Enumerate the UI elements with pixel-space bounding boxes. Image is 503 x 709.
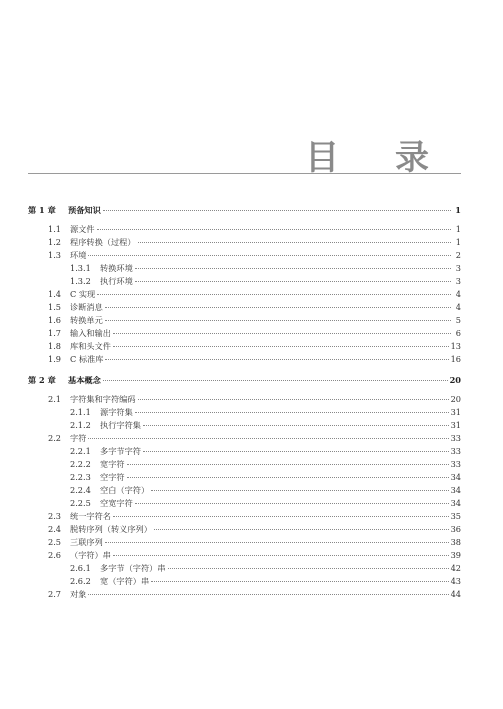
toc-entry[interactable] [28,458,461,471]
toc-entry-number: 2.6.2 [70,576,91,586]
toc-entry-label: 诊断消息 [70,302,103,312]
dot-leader [154,529,449,530]
toc-entry[interactable] [28,445,461,458]
dot-leader [138,399,449,400]
toc-entry-page: 33 [450,446,461,456]
toc-entry-page: 39 [450,550,461,560]
toc-entry-page: 2 [455,250,461,260]
toc-entry-number: 1.3.1 [70,263,91,273]
toc-entry[interactable] [28,536,461,549]
toc-entry-label: （字符）串 [70,550,111,560]
dot-leader [168,568,449,569]
toc-entry-page: 4 [455,302,461,312]
toc-entry-label: 环境 [70,250,87,260]
dot-leader [97,229,451,230]
dot-leader [113,346,449,347]
toc-entry-number: 第 1 章 [28,205,56,215]
dot-leader [103,380,448,381]
toc-entry[interactable] [28,588,461,601]
toc-entry-page: 31 [450,407,461,417]
toc-entry[interactable] [28,353,461,366]
toc-entry-number: 2.2 [48,433,62,443]
toc-entry[interactable] [28,510,461,523]
toc-entry[interactable] [28,301,461,314]
toc-entry-number: 第 2 章 [28,375,56,385]
toc-entry-label: 输入和输出 [70,328,111,338]
dot-leader [113,333,451,334]
toc-chapter-entry[interactable] [28,374,461,387]
toc-entry[interactable] [28,471,461,484]
toc-entry-label: 程序转换（过程） [70,237,136,247]
dot-leader [143,425,449,426]
toc-entry-page: 36 [450,524,461,534]
toc-entry-label: 预备知识 [68,205,101,215]
dot-leader [105,542,449,543]
toc-entry-label: 字符集和字符编码 [70,394,136,404]
toc-entry-label: C 实现 [70,289,96,299]
toc-entry-page: 34 [450,485,461,495]
toc-entry-label: 脱转序列（转义序列） [70,524,152,534]
toc-entry-page: 13 [450,341,461,351]
toc-entry[interactable] [28,249,461,262]
toc-entry-number: 1.6 [48,315,62,325]
toc-entry-page: 33 [450,459,461,469]
toc-entry-page: 6 [455,328,461,338]
dot-leader [135,503,449,504]
toc-entry-label: 库和头文件 [70,341,111,351]
toc-entry-label: 宽字符 [100,459,125,469]
dot-leader [151,490,448,491]
toc-entry-number: 1.2 [48,237,62,247]
toc-entry-number: 1.3.2 [70,276,91,286]
toc-entry[interactable] [28,223,461,236]
toc-entry-label: 空字符 [100,472,125,482]
toc-entry[interactable] [28,314,461,327]
toc-entry-page: 44 [450,589,461,599]
toc-entry-label: C 标准库 [70,354,104,364]
toc-entry[interactable] [28,432,461,445]
toc-entry[interactable] [28,549,461,562]
toc-entry-number: 2.6.1 [70,563,91,573]
page-title: 目 录 [305,138,451,178]
toc-entry[interactable] [28,340,461,353]
toc-entry-page: 38 [450,537,461,547]
dot-leader [105,320,451,321]
dot-leader [135,281,451,282]
toc-entry-label: 空宽字符 [100,498,133,508]
toc-entry-number: 2.2.3 [70,472,91,482]
toc-entry-number: 2.7 [48,589,62,599]
toc-entry-number: 1.3 [48,250,62,260]
toc-entry[interactable] [28,575,461,588]
toc-entry-page: 20 [450,394,461,404]
toc-entry-page: 1 [455,237,461,247]
dot-leader [88,255,451,256]
toc-entry-label: 空白（字符） [100,485,150,495]
toc-entry[interactable] [28,393,461,406]
toc-entry-number: 2.5 [48,537,62,547]
toc-entry-number: 2.1 [48,394,62,404]
toc-entry-page: 4 [455,289,461,299]
toc-entry-page: 20 [449,375,461,385]
toc-entry-label: 基本概念 [68,375,101,385]
toc-entry-label: 对象 [70,589,87,599]
dot-leader [138,242,451,243]
toc-entry-page: 34 [450,498,461,508]
dot-leader [88,438,448,439]
toc-entry-number: 2.3 [48,511,62,521]
toc-entry-number: 1.8 [48,341,62,351]
toc-entry-page: 42 [450,563,461,573]
toc-entry[interactable] [28,236,461,249]
toc-entry-number: 2.6 [48,550,62,560]
title-divider [28,173,461,174]
toc-entry-number: 2.2.1 [70,446,91,456]
dot-leader [113,516,449,517]
dot-leader [127,464,449,465]
toc-entry-label: 执行环境 [100,276,133,286]
toc-entry-page: 43 [450,576,461,586]
toc-entry-number: 2.1.2 [70,420,91,430]
toc-entry[interactable] [28,275,461,288]
toc-entry-page: 1 [455,224,461,234]
toc-entry-page: 35 [450,511,461,521]
toc-entry[interactable] [28,562,461,575]
toc-entry-label: 源字符集 [100,407,133,417]
toc-entry-number: 1.1 [48,224,62,234]
toc-entry-number: 2.2.5 [70,498,91,508]
dot-leader [105,307,451,308]
toc-entry-number: 1.7 [48,328,62,338]
toc-entry-label: 多字节（字符）串 [100,563,166,573]
toc-entry-number: 1.4 [48,289,62,299]
dot-leader [127,477,449,478]
table-of-contents [28,204,461,601]
dot-leader [88,594,448,595]
toc-entry-page: 34 [450,472,461,482]
dot-leader [97,294,451,295]
dot-leader [135,412,449,413]
toc-entry-label: 统一字符名 [70,511,111,521]
toc-entry[interactable] [28,419,461,432]
dot-leader [143,451,449,452]
toc-entry-label: 三联序列 [70,537,103,547]
toc-entry-label: 多字节字符 [100,446,141,456]
toc-entry-page: 33 [450,433,461,443]
toc-entry-number: 2.2.2 [70,459,91,469]
toc-entry-label: 转换环境 [100,263,133,273]
toc-entry-label: 转换单元 [70,315,103,325]
toc-entry[interactable] [28,523,461,536]
toc-entry-label: 源文件 [70,224,95,234]
toc-entry-number: 2.1.1 [70,407,91,417]
toc-entry-page: 5 [455,315,461,325]
toc-entry[interactable] [28,484,461,497]
dot-leader [113,555,449,556]
toc-entry-page: 1 [455,205,461,215]
toc-entry-number: 2.2.4 [70,485,91,495]
toc-entry[interactable] [28,262,461,275]
toc-entry-page: 3 [455,263,461,273]
toc-entry-number: 2.4 [48,524,62,534]
toc-entry-label: 字符 [70,433,87,443]
toc-entry-label: 宽（字符）串 [100,576,150,586]
toc-entry-label: 执行字符集 [100,420,141,430]
toc-entry-number: 1.9 [48,354,62,364]
dot-leader [103,210,451,211]
toc-entry[interactable] [28,406,461,419]
toc-entry-number: 1.5 [48,302,62,312]
toc-chapter-entry[interactable] [28,204,461,217]
toc-entry[interactable] [28,327,461,340]
dot-leader [105,359,448,360]
toc-entry-page: 3 [455,276,461,286]
toc-entry-page: 31 [450,420,461,430]
toc-entry-page: 16 [450,354,461,364]
toc-entry[interactable] [28,288,461,301]
dot-leader [135,268,451,269]
toc-entry[interactable] [28,497,461,510]
dot-leader [151,581,448,582]
